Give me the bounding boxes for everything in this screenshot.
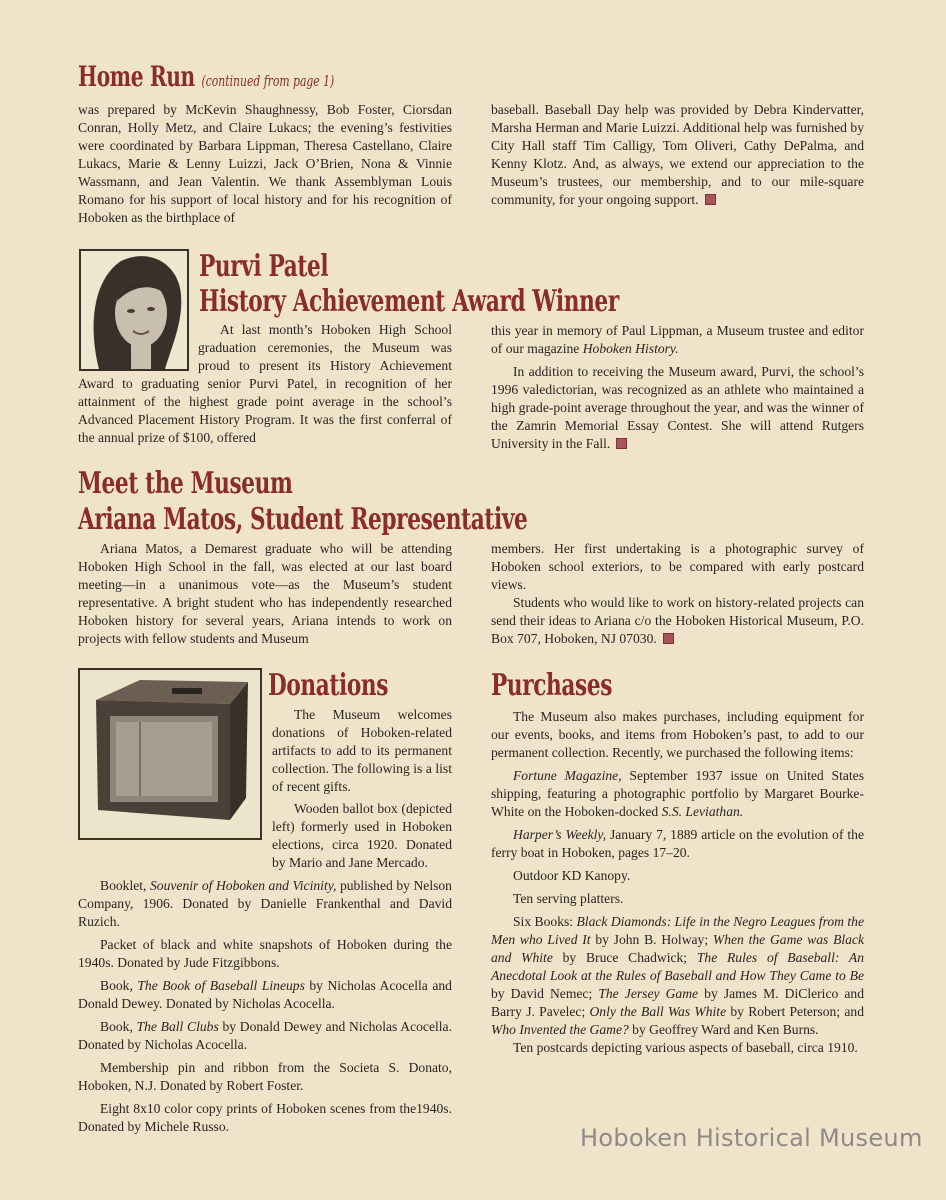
home-run-left-col (78, 101, 452, 227)
donation-book-lineups: Book, The Book of Baseball Lineups by Nicholas Acocella and Donald Dewey. Donated by Nicholas Acocella. (78, 978, 452, 1011)
purchase-platters: Ten serving platters. (513, 891, 624, 906)
purvi-right-p2: In addition to receiving the Museum award, Purvi, the school’s 1996 valedictorian, was recognized as an athlete who maintained a high grade-point average throughout the year, and was the winner of the Zamrin Memorial Essay Contest. She will attend Rutgers University in the Fall. (491, 364, 864, 451)
donation-packet: Packet of black and white snapshots of Hoboken during the 1940s. Donated by Jude Fitzgibbons. (78, 937, 452, 970)
meet-heading-line2: Ariana Matos, Student Representative (78, 502, 528, 537)
home-run-title: Home Run (78, 60, 195, 93)
meet-right-col (491, 540, 864, 648)
continued-note: (continued from page 1) (201, 72, 335, 90)
home-run-heading (78, 60, 334, 93)
donations-heading: Donations (268, 668, 389, 703)
end-mark-icon (663, 633, 674, 644)
home-run-left-text: was prepared by McKevin Shaughnessy, Bob Foster, Ciorsdan Conran, Holly Metz, and Claire Lukacs; the evening’s festivities were coordinated by Barbara Lippman, Theresa Castellano, Claire Lukacs, Marie & Lenny Luizzi, Jack O’Brien, Nona & Vinnie Wassmann, and Jean Valentin. We thank Assemblyman Louis Romano for his support of local history and for his recognition of Hoboken as the birthplace of (78, 102, 452, 225)
purvi-right-col (491, 322, 864, 453)
purchase-six-books: Six Books: Black Diamonds: Life in the Negro Leagues from the Men who Lived It by John B. Holway; When the Game was Black and White by Bruce Chadwick; The Rules of Baseball: An Anecdotal Look at the Rules of Baseball and How They Came to Be by David Nemec; The Jersey Game by James M. DiClerico and Barry J. Pavelec; Only the Ball Was White by Robert Peterson; and Who Invented the Game? by Geoffrey Ward and Ken Burns. (491, 914, 865, 1037)
meet-left-text: Ariana Matos, a Demarest graduate who will be attending Hoboken High School in the fall, was elected at our last board meeting—in a unanimous vote—as the Museum’s student representative. A bright student who has independently researched Hoboken history for several years, Ariana intends to work on projects with fellow students and Museum (78, 541, 452, 646)
purchase-fortune: Fortune Magazine, September 1937 issue on United States shipping, featuring a photographic portfolio by Margaret Bourke-White on the Hoboken-docked S.S. Leviathan. (491, 768, 864, 819)
purchases-intro: The Museum also makes purchases, including equipment for our events, books, and items from Hoboken’s past, to add to our permanent collection. Recently, we purchased the following items: (491, 709, 864, 760)
purchase-kanopy: Outdoor KD Kanopy. (513, 868, 631, 883)
purvi-heading-line2: History Achievement Award Winner (199, 284, 619, 319)
donation-book-ballclubs: Book, The Ball Clubs by Donald Dewey and Nicholas Acocella. Donated by Nicholas Acocella. (78, 1019, 452, 1052)
home-run-right-text: baseball. Baseball Day help was provided by Debra Kindervatter, Marsha Herman and Marie Luizzi. Additional help was furnished by City Hall staff Tim Calligy, Tom Oliveri, Cathy DePalma, and Kenny Klotz. And, as always, we extend our appreciation to the Museum’s trustees, our membership, and to our mile-square community, for your ongoing support. (491, 102, 864, 207)
purvi-heading-line1: Purvi Patel (199, 249, 329, 284)
meet-heading-line1: Meet the Museum (78, 466, 293, 501)
purchases-col (491, 708, 864, 1057)
purvi-right-p1: this year in memory of Paul Lippman, a Museum trustee and editor of our magazine Hoboken History. (491, 323, 864, 356)
donation-prints: Eight 8x10 color copy prints of Hoboken scenes from the1940s. Donated by Michele Russo. (78, 1101, 452, 1134)
donation-booklet: Booklet, Souvenir of Hoboken and Vicinity, published by Nelson Company, 1906. Donated by Danielle Frankenthal and David Ruzich. (78, 878, 452, 929)
purchase-harpers: Harper’s Weekly, January 7, 1889 article on the evolution of the ferry boat in Hoboken, pages 17–20. (491, 827, 864, 860)
end-mark-icon (616, 438, 627, 449)
donation-pin: Membership pin and ribbon from the Societa S. Donato, Hoboken, N.J. Donated by Robert Foster. (78, 1060, 452, 1093)
meet-left-col (78, 540, 452, 648)
watermark: Hoboken Historical Museum (580, 1124, 923, 1152)
meet-right-p2: Students who would like to work on history-related projects can send their ideas to Ariana c/o the Hoboken Historical Museum, P.O. Box 707, Hoboken, NJ 07030. (491, 595, 864, 646)
purvi-left-col (78, 321, 452, 447)
end-mark-icon (705, 194, 716, 205)
meet-right-p1: members. Her first undertaking is a photographic survey of Hoboken school exteriors, to be compared with early postcard views. (491, 541, 864, 592)
donations-intro: The Museum welcomes donations of Hoboken-related artifacts to add to its permanent collection. The following is a list of recent gifts. (272, 707, 452, 794)
donation-ballot-box: Wooden ballot box (depicted left) formerly used in Hoboken elections, circa 1920. Donated by Mario and Jane Mercado. (272, 801, 452, 870)
purchase-postcards: Ten postcards depicting various aspects of baseball, circa 1910. (513, 1040, 858, 1055)
home-run-right-col (491, 101, 864, 209)
purvi-left-text: At last month’s Hoboken High School graduation ceremonies, the Museum was proud to present its History Achievement Award to graduating senior Purvi Patel, in recognition of her attainment of the highest grade point average in the school’s Advanced Placement History Program. It was the first conferral of the annual prize of $100, offered (78, 322, 452, 445)
purchases-heading: Purchases (491, 668, 613, 703)
donations-col (78, 706, 452, 1136)
portrait-wrap-spacer (78, 321, 198, 375)
